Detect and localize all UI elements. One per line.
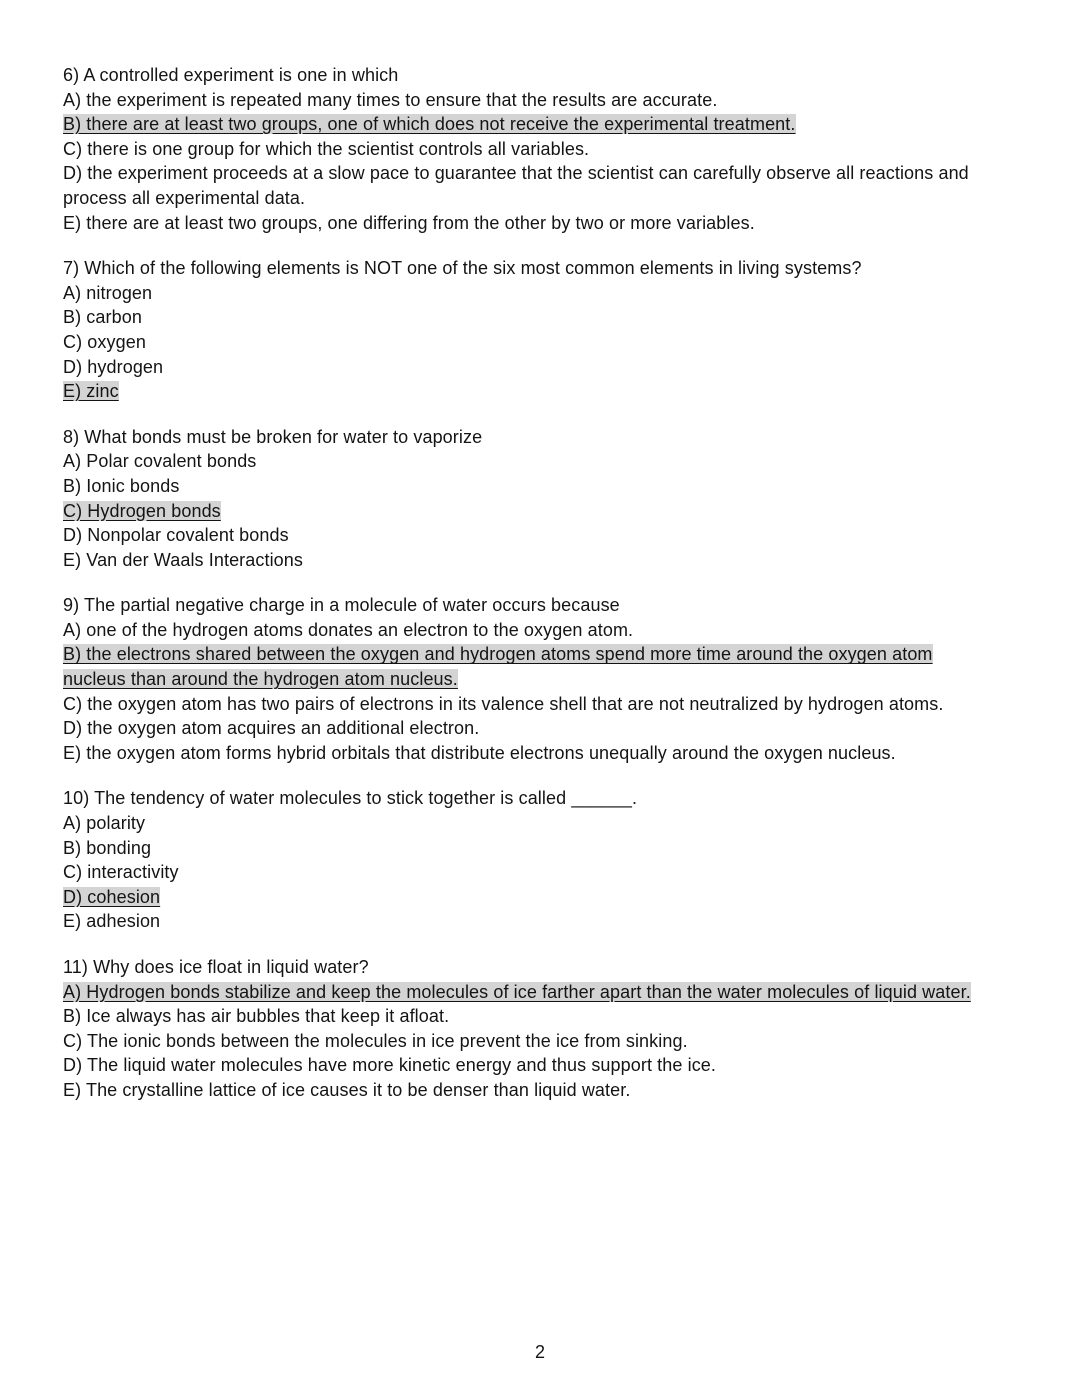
question-block <box>63 955 992 1103</box>
answer-option <box>63 305 992 330</box>
answer-option <box>63 1029 992 1054</box>
correct-answer-text: B) the electrons shared between the oxygen and hydrogen atoms spend more time around the oxygen atom nucleus than around the hydrogen atom nucleus. <box>63 644 933 690</box>
question-text: 6) A controlled experiment is one in which <box>63 65 399 85</box>
answer-option <box>63 836 992 861</box>
answer-option <box>63 1053 992 1078</box>
answer-option <box>63 523 992 548</box>
answer-option-text: E) the oxygen atom forms hybrid orbitals that distribute electrons unequally around the oxygen nucleus. <box>63 742 896 763</box>
answer-option-text: C) interactivity <box>63 862 179 883</box>
answer-option-text: C) The ionic bonds between the molecules in ice prevent the ice from sinking. <box>63 1030 688 1051</box>
answer-option-text: E) Van der Waals Interactions <box>63 549 304 570</box>
answer-option <box>63 499 992 524</box>
correct-answer-text: D) cohesion <box>63 886 161 907</box>
answer-option-text: A) the experiment is repeated many times to ensure that the results are accurate. <box>63 89 718 110</box>
answer-option-text: D) the experiment proceeds at a slow pace to guarantee that the scientist can carefully observe all reactions and process all experimental data. <box>63 163 969 208</box>
answer-option <box>63 811 992 836</box>
answer-option <box>63 449 992 474</box>
answer-option-text: B) Ionic bonds <box>63 475 180 496</box>
answer-option-text: B) carbon <box>63 307 142 328</box>
answer-option <box>63 281 992 306</box>
answer-option <box>63 716 992 741</box>
answer-option-text: E) adhesion <box>63 911 161 932</box>
question-block <box>63 256 992 404</box>
answer-option <box>63 741 992 766</box>
answer-option <box>63 474 992 499</box>
answer-option-text: A) Polar covalent bonds <box>63 451 257 472</box>
answer-option <box>63 211 992 236</box>
answer-option <box>63 692 992 717</box>
answer-option-text: D) Nonpolar covalent bonds <box>63 525 289 546</box>
question-block <box>63 786 992 934</box>
question-text: 7) Which of the following elements is NOT one of the six most common elements in living systems? <box>63 258 862 279</box>
answer-option <box>63 909 992 934</box>
answer-option <box>63 885 992 910</box>
answer-option-text: B) Ice always has air bubbles that keep it afloat. <box>63 1006 450 1027</box>
question-text: 8) What bonds must be broken for water to vaporize <box>63 426 483 447</box>
answer-option-text: E) The crystalline lattice of ice causes it to be denser than liquid water. <box>63 1079 631 1100</box>
question-list <box>63 63 992 1103</box>
page-number: 2 <box>534 1342 545 1362</box>
answer-option <box>63 642 992 691</box>
question-block <box>63 425 992 573</box>
correct-answer-text: B) there are at least two groups, one of which does not receive the experimental treatment. <box>63 114 796 135</box>
answer-option-text: D) The liquid water molecules have more kinetic energy and thus support the ice. <box>63 1055 717 1076</box>
answer-option-text: D) the oxygen atom acquires an additional electron. <box>63 718 480 739</box>
question-text: 10) The tendency of water molecules to stick together is called ______. <box>63 788 638 809</box>
question-block <box>63 63 992 235</box>
correct-answer-text: A) Hydrogen bonds stabilize and keep the molecules of ice farther apart than the water molecules of liquid water. <box>63 981 971 1002</box>
answer-option <box>63 161 992 210</box>
answer-option <box>63 88 992 113</box>
answer-option <box>63 112 992 137</box>
answer-option <box>63 355 992 380</box>
answer-option <box>63 860 992 885</box>
answer-option-text: A) nitrogen <box>63 282 153 303</box>
answer-option <box>63 330 992 355</box>
answer-option-text: E) there are at least two groups, one differing from the other by two or more variables. <box>63 212 755 233</box>
question-text: 11) Why does ice float in liquid water? <box>63 957 369 977</box>
correct-answer-text: C) Hydrogen bonds <box>63 500 221 521</box>
answer-option-text: B) bonding <box>63 837 152 858</box>
answer-option <box>63 618 992 643</box>
answer-option-text: D) hydrogen <box>63 356 164 377</box>
answer-option <box>63 137 992 162</box>
correct-answer-text: E) zinc <box>63 381 119 402</box>
answer-option <box>63 379 992 404</box>
answer-option-text: A) one of the hydrogen atoms donates an electron to the oxygen atom. <box>63 619 634 640</box>
answer-option <box>63 548 992 573</box>
question-block <box>63 593 992 765</box>
answer-option-text: A) polarity <box>63 813 146 834</box>
answer-option-text: C) there is one group for which the scientist controls all variables. <box>63 138 590 159</box>
answer-option <box>63 1004 992 1029</box>
question-text: 9) The partial negative charge in a molecule of water occurs because <box>63 595 620 616</box>
answer-option-text: C) the oxygen atom has two pairs of electrons in its valence shell that are not neutralized by hydrogen atoms. <box>63 693 944 714</box>
answer-option-text: C) oxygen <box>63 331 146 352</box>
answer-option <box>63 1078 992 1103</box>
answer-option <box>63 980 992 1005</box>
